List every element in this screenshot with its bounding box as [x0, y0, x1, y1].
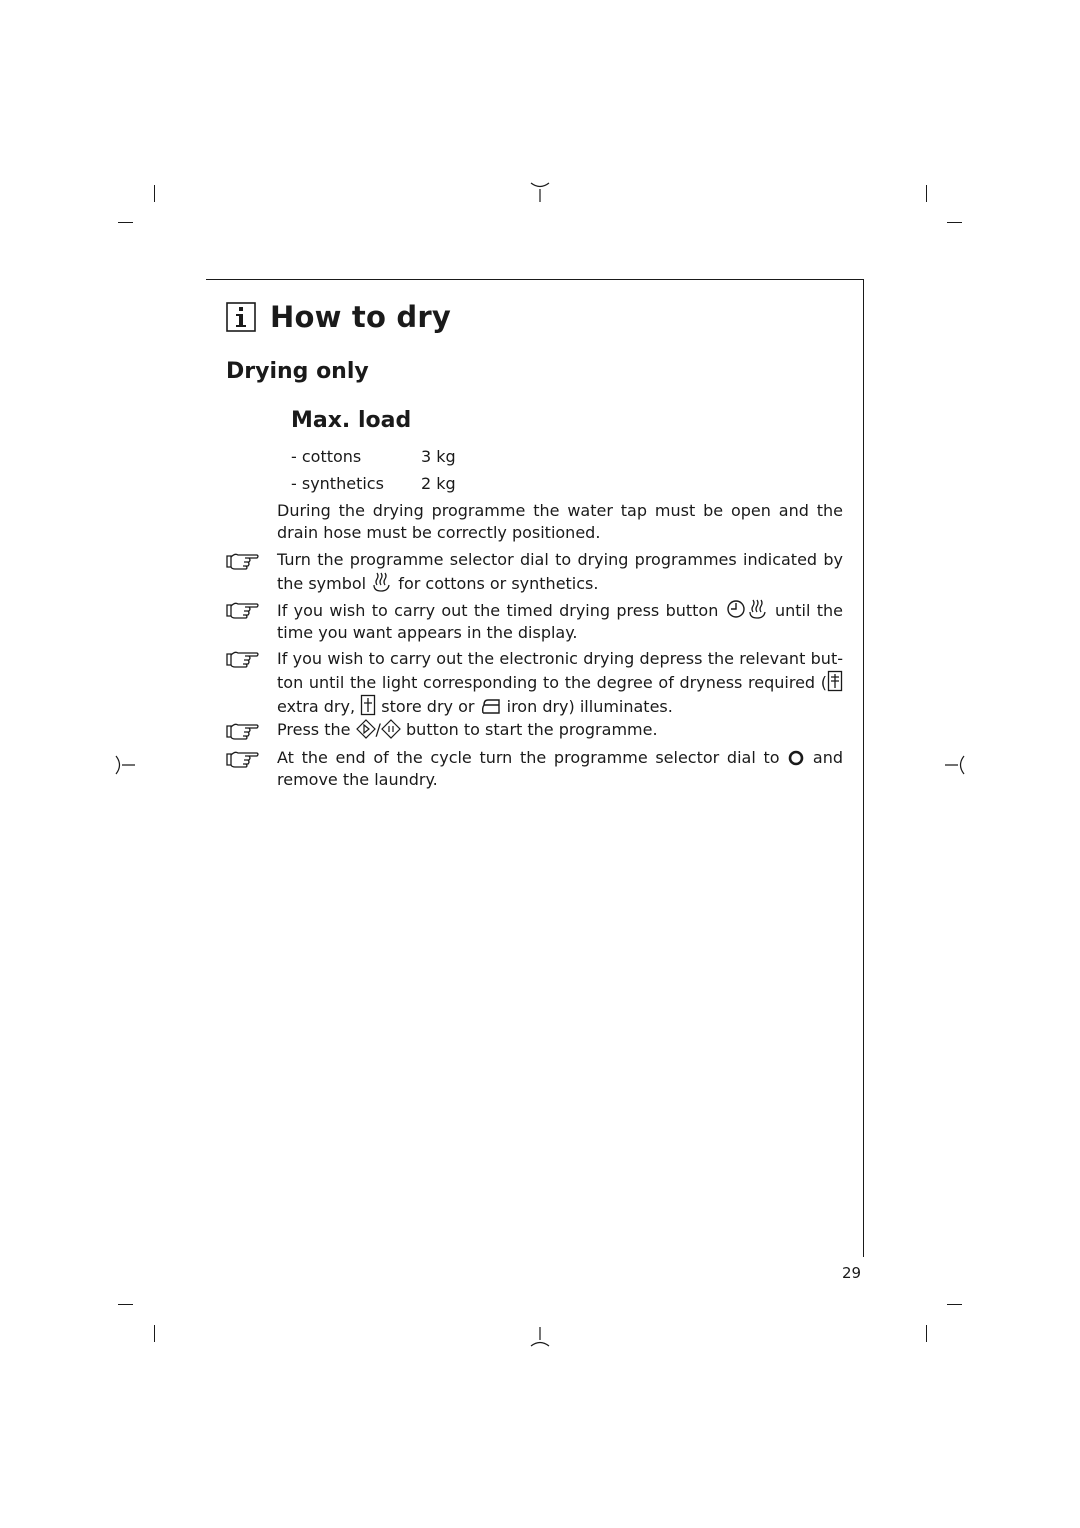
page-heading	[226, 300, 451, 334]
load-value: 3 kg	[421, 447, 456, 466]
section-heading: Drying only	[226, 359, 369, 384]
iron-dry-icon	[480, 696, 502, 716]
load-label: - synthetics	[291, 474, 384, 493]
page-title: How to dry	[270, 300, 451, 334]
crop-mark	[118, 1304, 133, 1305]
info-icon	[226, 302, 256, 332]
intro-paragraph: During the drying programme the water tap must be open and the drain hose must be correctly positioned.	[277, 501, 843, 542]
step-text: Turn the programme selector dial to drying programmes indicated by the symbol	[277, 550, 843, 593]
registration-mark	[528, 1325, 552, 1349]
step-text: Press the	[277, 720, 356, 739]
crop-mark	[926, 185, 927, 202]
step-text: until the time you want appears in the display.	[277, 601, 844, 642]
timer-icon	[725, 598, 747, 620]
pause-icon	[381, 719, 401, 739]
crop-mark	[926, 1325, 927, 1342]
load-value: 2 kg	[421, 474, 456, 493]
registration-mark	[113, 753, 137, 777]
load-label: - cottons	[291, 447, 362, 466]
step-text: /	[375, 720, 381, 739]
instruction-step	[277, 747, 843, 791]
pointing-hand-icon	[226, 748, 260, 768]
step-text: for cottons or synthetics.	[393, 574, 599, 593]
pointing-hand-icon	[226, 550, 260, 570]
crop-mark	[154, 185, 155, 202]
frame-top-rule	[206, 279, 864, 280]
instruction-step	[277, 598, 843, 644]
registration-mark	[528, 180, 552, 204]
step-text: At the end of the cycle turn the programme selector dial to	[277, 748, 788, 767]
load-row-synthetics	[291, 474, 456, 493]
step-text: If you wish to carry out the timed drying press button	[277, 601, 725, 620]
start-icon	[356, 719, 376, 739]
off-position-icon	[787, 749, 805, 767]
frame-right-rule	[863, 279, 864, 1257]
extra-dry-icon	[827, 670, 843, 692]
step-text: If you wish to carry out the electronic drying depress the relevant but-ton until the light corresponding to the degree of dryness required (	[277, 649, 843, 692]
store-dry-icon	[360, 694, 376, 716]
instruction-step	[277, 648, 843, 718]
pointing-hand-icon	[226, 648, 260, 668]
step-text: button to start the programme.	[400, 720, 658, 739]
step-text: and remove the laundry.	[277, 748, 844, 789]
crop-mark	[118, 222, 133, 223]
subsection-heading: Max. load	[291, 408, 412, 433]
pointing-hand-icon	[226, 599, 260, 619]
drying-icon	[371, 571, 393, 593]
step-text: extra dry,	[277, 697, 361, 716]
load-row-cottons	[291, 447, 456, 466]
crop-mark	[154, 1325, 155, 1342]
registration-mark	[943, 753, 967, 777]
instruction-step	[277, 719, 843, 741]
instruction-step	[277, 549, 843, 595]
crop-mark	[947, 222, 962, 223]
page-number: 29	[842, 1264, 862, 1282]
crop-mark	[947, 1304, 962, 1305]
step-text: store dry or	[376, 697, 480, 716]
step-text: iron dry) illuminates.	[501, 697, 673, 716]
drying-icon	[747, 598, 769, 620]
pointing-hand-icon	[226, 720, 260, 740]
